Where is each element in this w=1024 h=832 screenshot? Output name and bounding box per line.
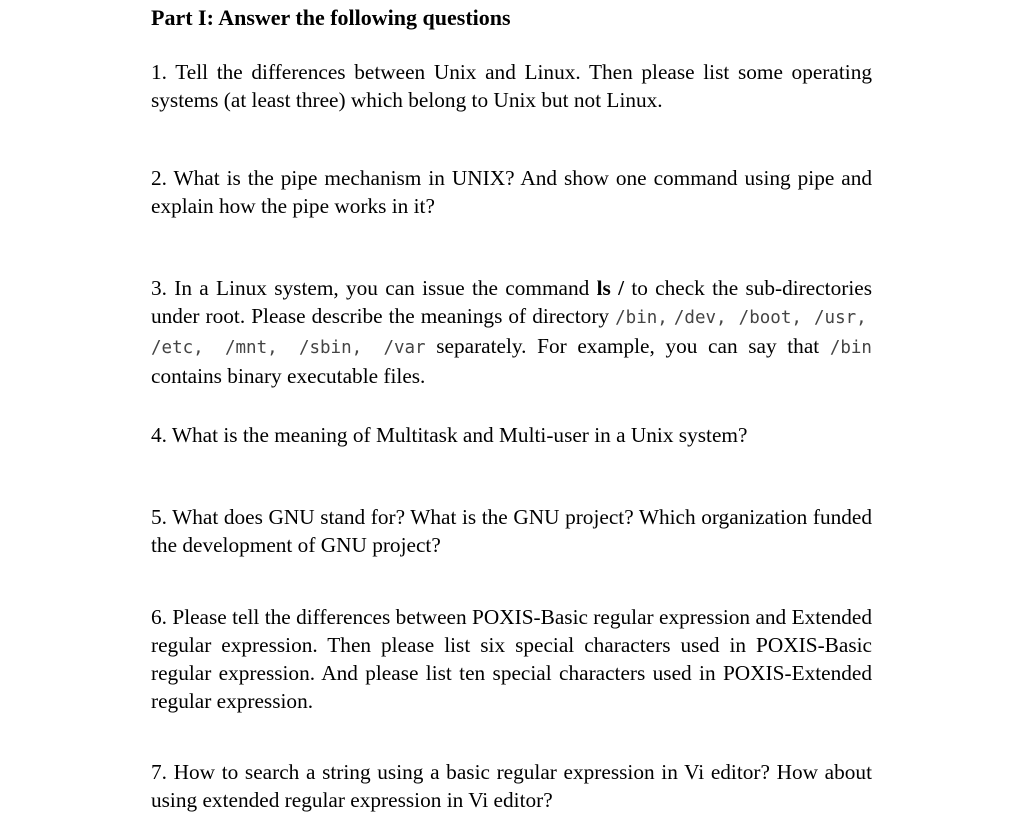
part-heading: Part I: Answer the following questions xyxy=(151,5,511,30)
question-4: 4. What is the meaning of Multitask and Multi-user in a Unix system? xyxy=(151,423,748,447)
question-2: 2. What is the pipe mechanism in UNIX? And show one command using pipe and explain how the pipe works in it? xyxy=(151,166,872,218)
dir-mnt: /mnt, xyxy=(224,338,278,358)
question-6: 6. Please tell the differences between POXIS-Basic regular expression and Extended regular expression. Then please list six special characters used in POXIS-Basic regular expression. And please list ten special characters used in POXIS-Extended regular expression. xyxy=(151,605,872,713)
command-ls: ls / xyxy=(596,276,625,300)
question-3-text-a: 3. In a Linux system, you can issue the command xyxy=(151,276,597,300)
dir-etc: /etc, xyxy=(151,338,204,358)
dir-bin: /bin, xyxy=(615,308,668,328)
dir-dev: /dev, xyxy=(673,308,727,328)
question-3-text-d: contains binary executable files. xyxy=(151,364,426,388)
dir-bin-example: /bin xyxy=(829,338,872,358)
dir-var: /var xyxy=(383,338,426,358)
question-3-text-b: to check the sub-directories under root. Please describe the meanings of directory xyxy=(151,276,872,328)
question-7: 7. How to search a string using a basic regular expression in Vi editor? How about using extended regular expression in Vi editor? xyxy=(151,760,872,812)
dir-sbin: /sbin, xyxy=(298,338,363,358)
question-3-text-c: separately. For example, you can say that xyxy=(425,334,830,358)
dir-boot: /boot, xyxy=(738,308,802,328)
question-1: 1. Tell the differences between Unix and Linux. Then please list some operating systems (at least three) which belong to Unix but not Linux. xyxy=(151,60,872,112)
dir-usr: /usr, xyxy=(814,308,867,328)
question-5: 5. What does GNU stand for? What is the GNU project? Which organization funded the development of GNU project? xyxy=(151,505,872,557)
question-3 xyxy=(151,274,872,390)
